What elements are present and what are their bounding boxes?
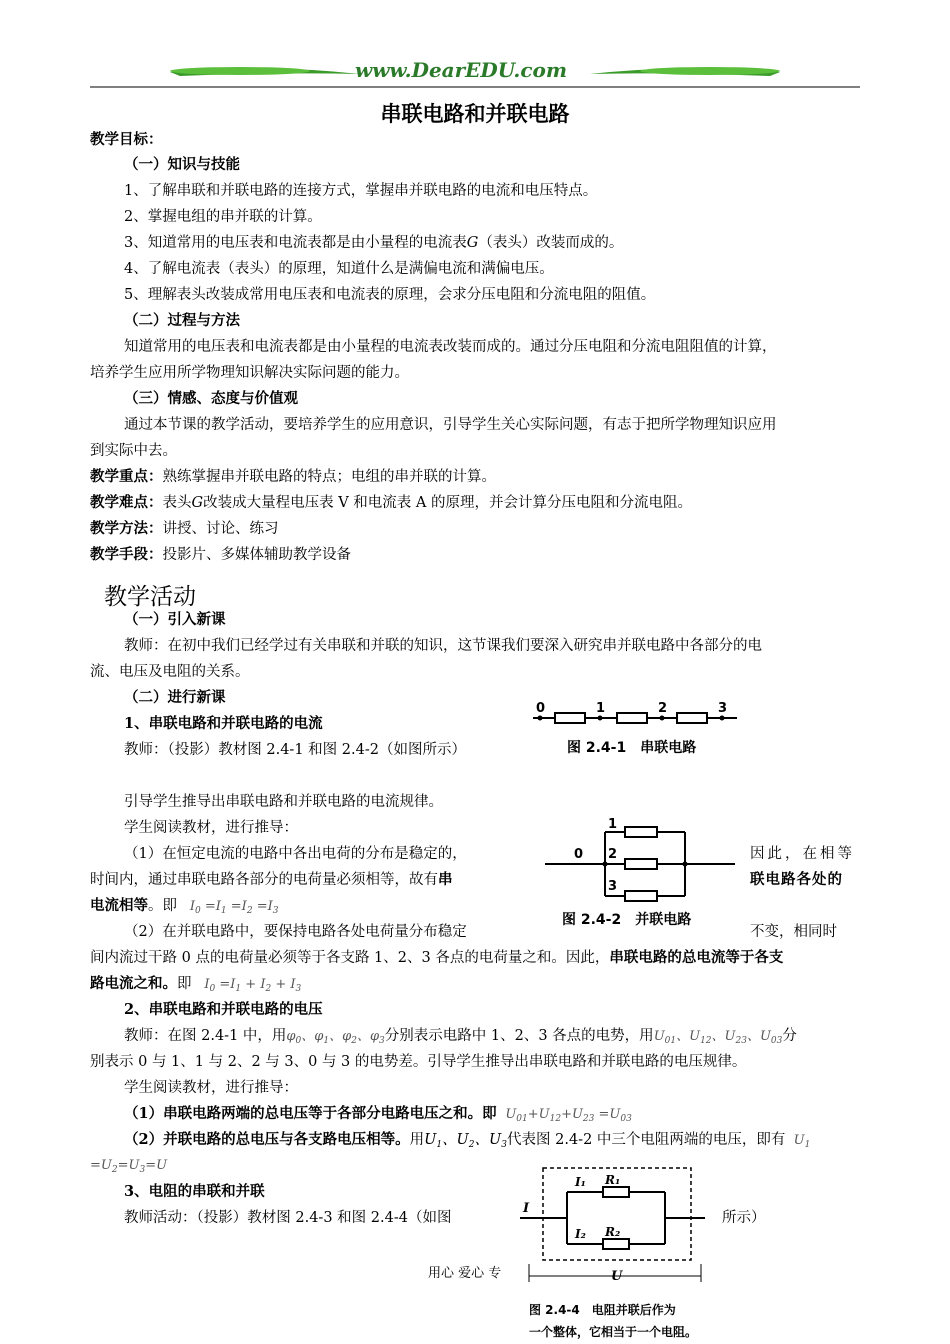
a1-line-2: 流、电压及电阻的关系。 (90, 664, 250, 680)
c3-teacher: 教师活动：（投影）教材图 2.4-3 和图 2.4-4（如图 (124, 1210, 452, 1226)
diff-g: G (191, 495, 204, 511)
fig4-label-r2: R₂ (605, 1225, 621, 1239)
method-label: 教学方法： (90, 520, 163, 537)
c1-p1-bold-3: 电流相等 (90, 897, 148, 914)
c1-p2-bold-2: 路电流之和。 (90, 975, 177, 992)
c2-line-1-a: 教师：在图 2.4-1 中，用 (124, 1028, 287, 1044)
c2-line-1-b: 分别表示电路中 1、2、3 各点的电势，用 (384, 1028, 654, 1044)
a1-heading: （一）引入新课 (124, 611, 226, 628)
fig2-node-3: 3 (608, 879, 618, 894)
c2-read: 学生阅读教材，进行推导： (124, 1080, 298, 1096)
a1-line-1: 教师：在初中我们已经学过有关串联和并联的知识，这节课我们要深入研究串并联电路中各部分的电 (124, 638, 762, 654)
s1-item-5: 5、理解表头改装成常用电压表和电流表的原理，会求分压电阻和分流电阻的阻值。 (124, 287, 656, 303)
fig1-node-0: 0 (536, 701, 546, 716)
diff-a: 表头 (162, 495, 192, 511)
key-label: 教学重点： (90, 468, 163, 485)
c2-heading: 2、串联电路和并联电路的电压 (124, 1001, 323, 1018)
s2-line-1: 知道常用的电压表和电流表都是由小量程的电流表改装而成的。通过分压电阻和分流电阻阻值的计算， (124, 339, 777, 355)
s1-item-2: 2、掌握电组的串并联的计算。 (124, 209, 322, 225)
c1-heading: 1、串联电路和并联电路的电流 (124, 715, 323, 732)
method-text: 讲授、讨论、练习 (162, 521, 279, 537)
c2-p2-bold: （2）并联电路的总电压与各支路电压相等。 (124, 1131, 410, 1148)
parallel-voltage-formula-start: $U_1$ (785, 1133, 811, 1150)
series-voltage-formula: $U_{01}+U_{12}+U_{23} =U_{03}$ (501, 1107, 632, 1124)
s3-line-1: 通过本节课的教学活动，要培养学生的应用意识，引导学生关心实际问题，有志于把所学物理知识应用 (124, 417, 777, 433)
c3-tail: 所示） (722, 1210, 766, 1226)
difficulties (90, 490, 692, 516)
fig4-caption-1: 图 2.4-4 电阻并联后作为 (529, 1303, 676, 1317)
c2-line-1-c: 分 (782, 1028, 797, 1044)
footer-text: 用心 爱心 专 (428, 1266, 502, 1281)
means (90, 542, 351, 568)
c1-p1-line-1-right: 因此，在相等 (750, 846, 855, 862)
header-banner (90, 58, 860, 90)
key-points (90, 464, 496, 490)
s1-item-3-g: G (466, 235, 479, 251)
figure-parallel-circuit (540, 808, 740, 932)
s3-heading: （三）情感、态度与价值观 (124, 390, 298, 407)
parallel-voltage-formula-end: $=U_2=U_3=U$ (90, 1158, 168, 1175)
fig2-node-0: 0 (574, 847, 584, 862)
s1-item-3-tail: （表头）改装而成的。 (478, 235, 624, 251)
c2-p1-text: （1）串联电路两端的总电压等于各部分电路电压之和。即 (124, 1105, 497, 1122)
key-text: 熟练掌握串并联电路的特点；电组的串并联的计算。 (162, 469, 496, 485)
c1-p2-text: 间内流过干路 0 点的电荷量必须等于各支路 1、2、3 各点的电荷量之和。因此， (90, 950, 610, 966)
diff-label: 教学难点： (90, 494, 163, 511)
means-text: 投影片、多媒体辅助教学设备 (162, 547, 351, 563)
fig4-label-i2: I₂ (575, 1227, 586, 1241)
c1-guide: 引导学生推导出串联电路和并联电路的电流规律。 (124, 794, 443, 810)
s1-item-3-text: 3、知道常用的电压表和电流表都是由小量程的电流表 (124, 235, 467, 251)
s1-item-3 (124, 230, 623, 256)
a2-heading: （二）进行新课 (124, 689, 226, 706)
means-label: 教学手段： (90, 546, 163, 563)
figure-series-circuit (525, 700, 745, 760)
c1-p2-bold: 串联电路的总电流等于各支 (609, 949, 784, 966)
fig4-label-i1: I₁ (575, 1175, 586, 1189)
fig2-node-2: 2 (608, 847, 618, 862)
fig4-label-i: I (523, 1201, 530, 1216)
s1-heading: （一）知识与技能 (124, 156, 240, 173)
s2-heading: （二）过程与方法 (124, 312, 240, 329)
goals-label: 教学目标： (90, 131, 163, 148)
fig1-node-3: 3 (718, 701, 728, 716)
c1-p1-bold-1: 串 (438, 871, 453, 888)
activity-title: 教学活动 (104, 584, 196, 610)
parallel-current-formula: $I_0 =I_1 + I_2 + I_3$ (196, 977, 302, 994)
fig4-label-u: U (611, 1269, 623, 1284)
s3-line-2: 到实际中去。 (90, 443, 177, 459)
c1-p1-line-1: （1）在恒定电流的电路中各出电荷的分布是稳定的， (124, 846, 467, 862)
c1-p1-d: 。即 (148, 898, 177, 914)
c1-p2-line-1-right: 不变，相同时 (750, 924, 837, 940)
s1-item-4: 4、了解电流表（表头）的原理，知道什么是满偏电流和满偏电压。 (124, 261, 554, 277)
page-title: 串联电路和并联电路 (380, 101, 570, 126)
fig1-node-2: 2 (658, 701, 668, 716)
c1-read: 学生阅读教材，进行推导： (124, 820, 298, 836)
fig4-label-r1: R₁ (605, 1173, 621, 1187)
c2-p2-b: 代表图 2.4-2 中三个电阻两端的电压，即有 (507, 1132, 786, 1148)
methods (90, 516, 279, 542)
c1-p1-line-2 (90, 867, 453, 893)
fig2-node-1: 1 (608, 817, 618, 832)
potential-symbols: $\varphi_0$、$\varphi_1$、$\varphi_2$、$\varphi_3$ (286, 1029, 385, 1046)
c2-line-2: 别表示 0 与 1、1 与 2、2 与 3、0 与 3 的电势差。引导学生推导出串联电路和并联电路的电压规律。 (90, 1054, 747, 1070)
c1-p2-d: 即 (177, 976, 192, 992)
c1-p1-line-2-right: 联电路各处的 (750, 871, 843, 888)
c3-heading: 3、电阻的串联和并联 (124, 1183, 265, 1200)
fig1-node-1: 1 (596, 701, 606, 716)
fig1-caption: 图 2.4-1 串联电路 (567, 740, 697, 756)
branch-voltage-symbols: $U_1$、$U_2$、$U_3$ (424, 1132, 507, 1150)
diff-b: 改装成大量程电压表 V 和电流表 A 的原理，并会计算分压电阻和分流电阻。 (203, 495, 692, 511)
voltage-symbols: $U_{01}$、$U_{12}$、$U_{23}$、$U_{03}$ (653, 1029, 783, 1046)
header-site-name: www.DearEDU.com (355, 58, 568, 82)
c1-p1-text: 时间内，通过串联电路各部分的电荷量必须相等，故有 (90, 872, 438, 888)
figure-resistor-parallel (515, 1164, 715, 1344)
c1-p2-line-2 (90, 945, 783, 971)
s2-line-2: 培养学生应用所学物理知识解决实际问题的能力。 (90, 365, 409, 381)
c2-p2-line-1 (124, 1127, 810, 1158)
fig2-caption: 图 2.4-2 并联电路 (562, 912, 692, 928)
series-current-formula: $I_0 =I_1 =I_2 =I_3$ (181, 899, 279, 916)
c1-p2-line-1: （2）在并联电路中，要保持电路各处电荷量分布稳定 (124, 924, 467, 940)
c2-p2-a: 用 (409, 1132, 425, 1148)
s1-item-1: 1、了解串联和并联电路的连接方式，掌握串并联电路的电流和电压特点。 (124, 183, 598, 199)
fig4-caption-2: 一个整体，它相当于一个电阻。 (529, 1325, 698, 1339)
c1-teacher: 教师：（投影）教材图 2.4-1 和图 2.4-2（如图所示） (124, 742, 466, 758)
